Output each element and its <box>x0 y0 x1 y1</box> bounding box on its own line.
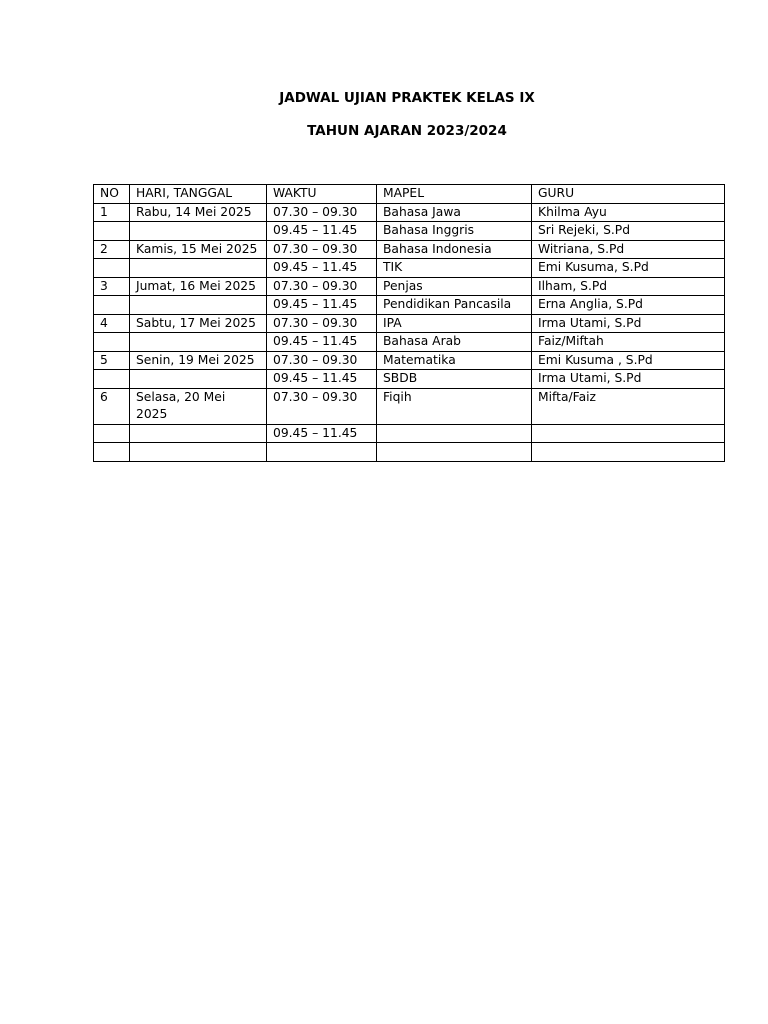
cell-day-date <box>130 370 267 389</box>
cell-no <box>94 424 130 443</box>
cell-teacher: Erna Anglia, S.Pd <box>532 296 725 315</box>
cell-day-date: Rabu, 14 Mei 2025 <box>130 203 267 222</box>
cell-teacher: Emi Kusuma , S.Pd <box>532 351 725 370</box>
cell-no: 3 <box>94 277 130 296</box>
cell-no <box>94 222 130 241</box>
cell-subject: IPA <box>377 314 532 333</box>
cell-subject <box>377 424 532 443</box>
cell-no: 6 <box>94 388 130 424</box>
table-row <box>94 424 725 443</box>
cell-no <box>94 370 130 389</box>
table-row <box>94 240 725 259</box>
cell-day-date: Jumat, 16 Mei 2025 <box>130 277 267 296</box>
exam-schedule-table <box>93 184 725 462</box>
table-row <box>94 222 725 241</box>
cell-no <box>94 296 130 315</box>
table-row <box>94 314 725 333</box>
cell-time: 07.30 – 09.30 <box>267 240 377 259</box>
header-no: NO <box>94 185 130 204</box>
cell-day-date <box>130 222 267 241</box>
cell-time: 07.30 – 09.30 <box>267 277 377 296</box>
table-row <box>94 333 725 352</box>
cell-no: 5 <box>94 351 130 370</box>
table-header-row <box>94 185 725 204</box>
table-row <box>94 203 725 222</box>
cell-time: 09.45 – 11.45 <box>267 333 377 352</box>
cell-subject: SBDB <box>377 370 532 389</box>
cell-time: 09.45 – 11.45 <box>267 222 377 241</box>
cell-teacher <box>532 443 725 462</box>
cell-teacher: Sri Rejeki, S.Pd <box>532 222 725 241</box>
cell-day-date <box>130 424 267 443</box>
cell-day-date: Sabtu, 17 Mei 2025 <box>130 314 267 333</box>
cell-day-date <box>130 296 267 315</box>
cell-subject: Matematika <box>377 351 532 370</box>
cell-subject: Bahasa Arab <box>377 333 532 352</box>
cell-teacher: Mifta/Faiz <box>532 388 725 424</box>
cell-no: 1 <box>94 203 130 222</box>
cell-subject: Pendidikan Pancasila <box>377 296 532 315</box>
academic-year-title: TAHUN AJARAN 2023/2024 <box>307 123 507 139</box>
cell-time: 07.30 – 09.30 <box>267 351 377 370</box>
cell-day-date <box>130 259 267 278</box>
table-row <box>94 259 725 278</box>
cell-day-date: Kamis, 15 Mei 2025 <box>130 240 267 259</box>
cell-no <box>94 259 130 278</box>
header-subject: MAPEL <box>377 185 532 204</box>
cell-teacher: Irma Utami, S.Pd <box>532 314 725 333</box>
cell-teacher: Ilham, S.Pd <box>532 277 725 296</box>
table-row <box>94 277 725 296</box>
cell-day-date: Senin, 19 Mei 2025 <box>130 351 267 370</box>
cell-subject <box>377 443 532 462</box>
cell-time: 07.30 – 09.30 <box>267 388 377 424</box>
cell-no: 2 <box>94 240 130 259</box>
cell-subject: Bahasa Indonesia <box>377 240 532 259</box>
table-row <box>94 370 725 389</box>
cell-no <box>94 443 130 462</box>
header-time: WAKTU <box>267 185 377 204</box>
table-row <box>94 351 725 370</box>
cell-time: 09.45 – 11.45 <box>267 259 377 278</box>
cell-time <box>267 443 377 462</box>
header-teacher: GURU <box>532 185 725 204</box>
cell-no: 4 <box>94 314 130 333</box>
cell-teacher: Irma Utami, S.Pd <box>532 370 725 389</box>
cell-day-date: Selasa, 20 Mei 2025 <box>130 388 267 424</box>
cell-teacher: Emi Kusuma, S.Pd <box>532 259 725 278</box>
cell-time: 09.45 – 11.45 <box>267 296 377 315</box>
table-row <box>94 388 725 424</box>
cell-teacher: Khilma Ayu <box>532 203 725 222</box>
cell-day-date <box>130 443 267 462</box>
table-row <box>94 296 725 315</box>
cell-no <box>94 333 130 352</box>
cell-subject: Penjas <box>377 277 532 296</box>
cell-subject: Bahasa Inggris <box>377 222 532 241</box>
cell-teacher: Witriana, S.Pd <box>532 240 725 259</box>
cell-time: 07.30 – 09.30 <box>267 203 377 222</box>
document-title: JADWAL UJIAN PRAKTEK KELAS IX <box>279 90 535 106</box>
cell-time: 09.45 – 11.45 <box>267 370 377 389</box>
cell-subject: TIK <box>377 259 532 278</box>
cell-teacher <box>532 424 725 443</box>
cell-day-date <box>130 333 267 352</box>
cell-subject: Fiqih <box>377 388 532 424</box>
cell-time: 07.30 – 09.30 <box>267 314 377 333</box>
table-row <box>94 443 725 462</box>
cell-subject: Bahasa Jawa <box>377 203 532 222</box>
cell-time: 09.45 – 11.45 <box>267 424 377 443</box>
header-day-date: HARI, TANGGAL <box>130 185 267 204</box>
cell-teacher: Faiz/Miftah <box>532 333 725 352</box>
